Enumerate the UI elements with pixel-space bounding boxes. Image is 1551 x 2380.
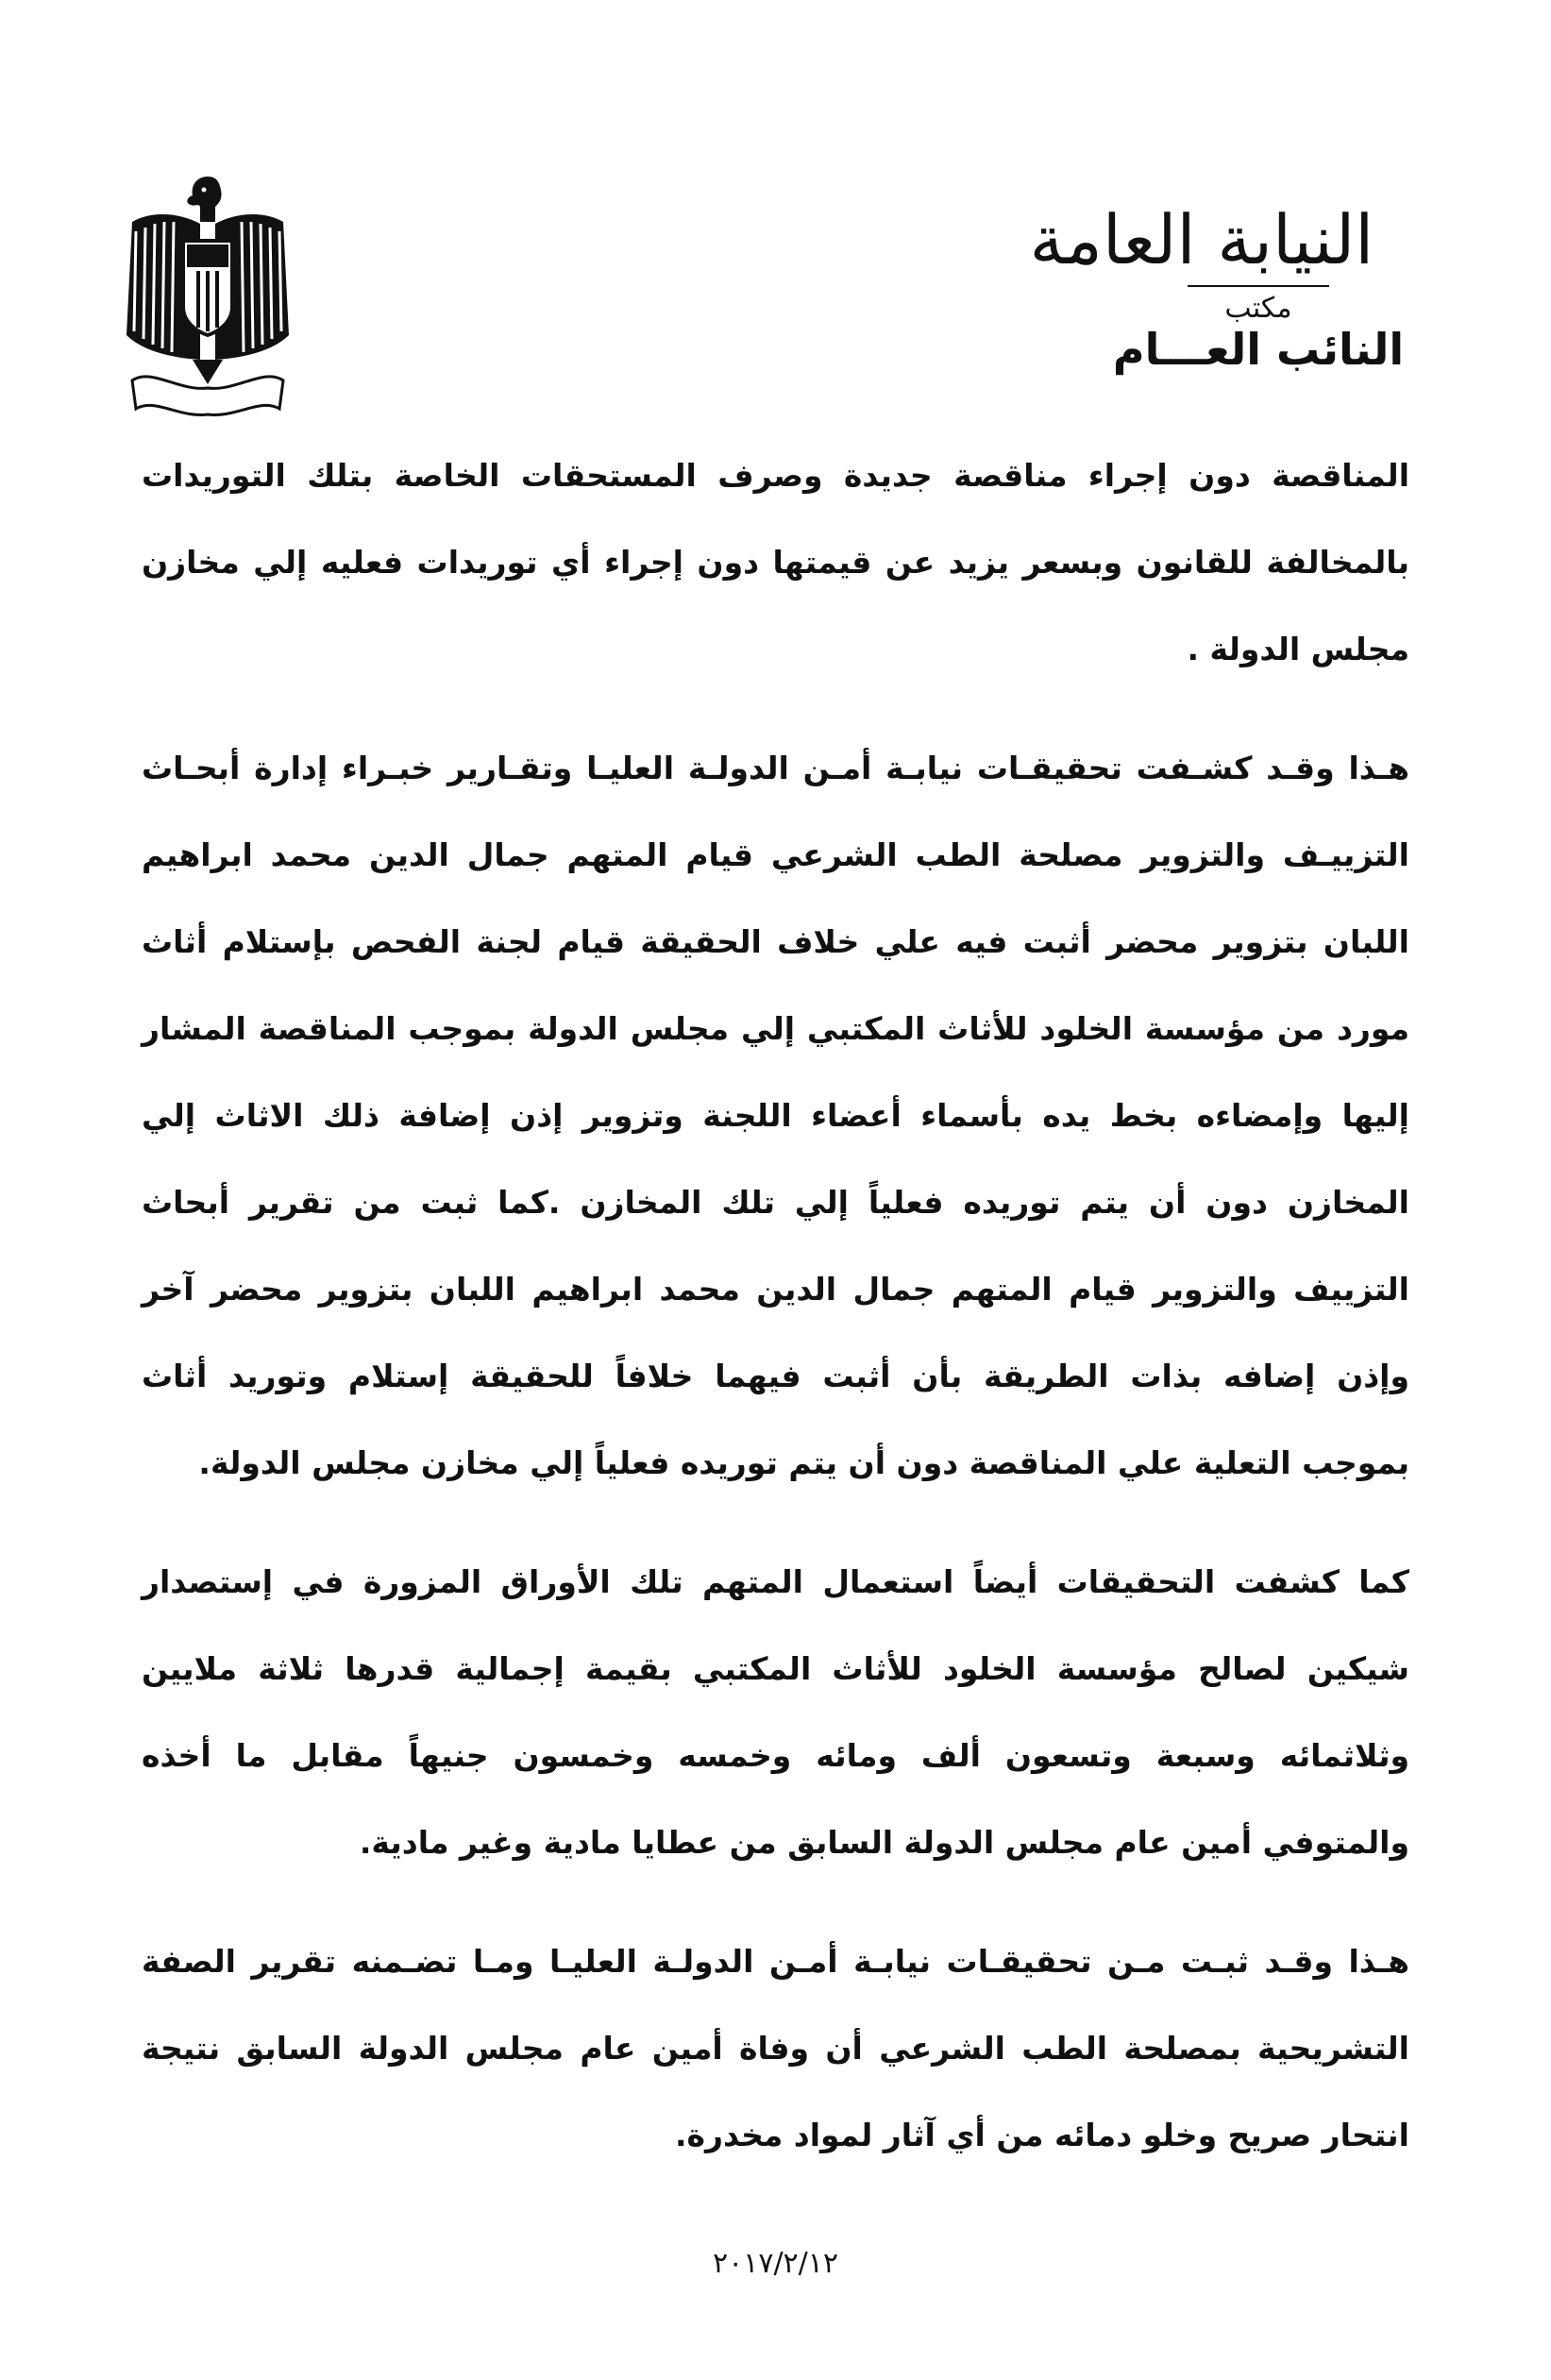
paragraph-1: المناقصة دون إجراء مناقصة جديدة وصرف المستحقات الخاصة بتلك التوريدات بالمخالفة للقانون وبسعر يزيد عن قيمتها دون إجراء أي توريدات فعليه إلي مخازن مجلس الدولة . xyxy=(142,457,1409,667)
paragraph-4: هـذا وقـد ثبـت مـن تحقيقـات نيابـة أمـن الدولـة العليـا ومـا تضـمنه تقرير الصفة التشريحية بمصلحة الطب الشرعي أن وفاة أمين عام مجلس الدولة السابق نتيجة انتحار صريح وخلو دمائه من أي آثار لمواد مخدرة. xyxy=(142,1943,1409,2153)
paragraph-3: كما كشفت التحقيقات أيضاً استعمال المتهم تلك الأوراق المزورة في إستصدار شيكين لصالح مؤسسة الخلود للأثاث المكتبي بقيمة إجمالية قدرها ثلاثة ملايين وثلاثمائه وسبعة وتسعون ألف ومائه وخمسه وخمسون جنيهاً مقابل ما أخذه والمتوفي أمين عام مجلس الدولة السابق من عطايا مادية وغير مادية. xyxy=(142,1563,1409,1861)
egypt-eagle-emblem-icon xyxy=(113,165,302,425)
header-divider xyxy=(1188,285,1329,287)
institution-name: النيابة العامة xyxy=(1029,200,1374,279)
document-body xyxy=(142,432,1409,2179)
document-date: ٢٠١٧/٢/١٢ xyxy=(712,2247,838,2280)
office-label: مكتب xyxy=(1224,292,1292,326)
office-title: النائب العـــام xyxy=(1112,324,1405,376)
paragraph-2: هـذا وقـد كشـفت تحقيقـات نيابـة أمـن الدولـة العليـا وتقـارير خبـراء إدارة أبحـاث التزييـف والتزوير مصلحة الطب الشرعي قيام المتهم جمال الدين محمد ابراهيم اللبان بتزوير محضر أثبت فيه علي خلاف الحقيقة قيام لجنة الفحص بإستلام أثاث مورد من مؤسسة الخلود للأثاث المكتبي إلي مجلس الدولة بموجب المناقصة المشار إليها وإمضاءه بخط يده بأسماء أعضاء اللجنة وتزوير إذن إضافة ذلك الاثاث إلي المخازن دون أن يتم توريده فعلياً إلي تلك المخازن .كما ثبت من تقرير أبحاث التزييف والتزوير قيام المتهم جمال الدين محمد ابراهيم اللبان بتزوير محضر آخر وإذن إضافه بذات الطريقة بأن أثبت فيهما خلافاً للحقيقة إستلام وتوريد أثاث بموجب التعلية علي المناقصة دون أن يتم توريده فعلياً إلي مخازن مجلس الدولة. xyxy=(142,750,1409,1481)
letterhead xyxy=(937,200,1466,376)
